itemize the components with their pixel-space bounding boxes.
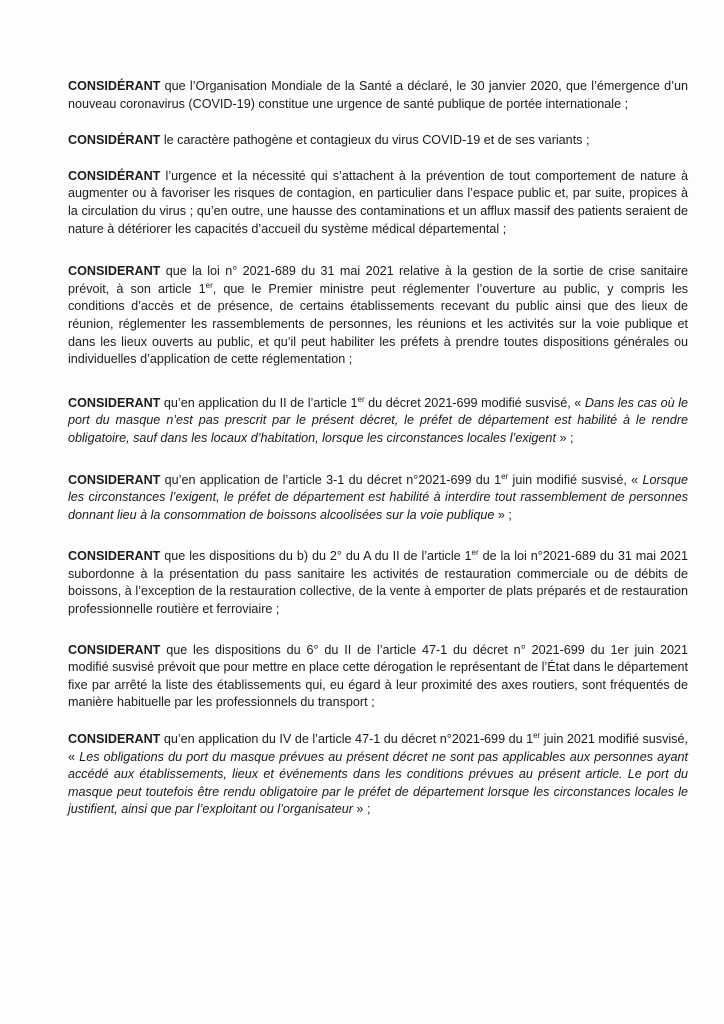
keyword: CONSIDERANT	[68, 395, 161, 410]
keyword: CONSIDERANT	[68, 642, 161, 657]
paragraph-text: que la loi n° 2021-689 du 31 mai 2021 relative à la gestion de la sortie de crise sanitaire prévoit, à son article 1	[68, 264, 688, 296]
paragraph-derogation-routiers	[68, 642, 688, 712]
paragraph-text: qu’en application du II de l’article 1	[160, 395, 358, 410]
keyword: CONSIDERANT	[68, 549, 161, 564]
paragraph-decret-alcool	[68, 472, 688, 525]
paragraph-text: , que le Premier ministre peut réglementer l’ouverture au public, y compris les conditions d’accès et de présence, de certains établissements recevant du public ainsi que des lieux de réunion, réglementer les rassemblements de personnes, les réunions et les activités sur la voie publique et dans les lieux ouverts au public, et qu’il peut habiliter les préfets à prendre toutes dispositions générales ou individuelles d’application de cette réglementation ;	[68, 281, 688, 367]
superscript: er	[501, 471, 509, 481]
paragraph-text: que l’Organisation Mondiale de la Santé a déclaré, le 30 janvier 2020, que l’émergence d’un nouveau coronavirus (COVID-19) constitue une urgence de santé publique de portée internationale ;	[68, 79, 688, 111]
paragraph-text: qu’en application de l’article 3-1 du décret n°2021-699 du 1	[160, 472, 502, 487]
paragraph-text: » ;	[352, 802, 371, 817]
keyword: CONSIDERANT	[68, 264, 161, 279]
paragraph-text: du décret 2021-699 modifié susvisé, «	[364, 395, 585, 410]
superscript: er	[471, 548, 479, 558]
paragraph-text: » ;	[555, 430, 574, 445]
paragraph-text: l’urgence et la nécessité qui s’attachent à la prévention de tout comportement de nature à augmenter ou à favoriser les risques de contagion, en particulier dans l’espace public et, par suite, propices à la circulation du virus ; qu’en outre, une hausse des contaminations et un afflux massif des patients seraient de nature à détériorer les capacités d’accueil du système médical départemental ;	[68, 168, 688, 236]
paragraph-pathogenic-character	[68, 132, 688, 150]
paragraph-decret-masque	[68, 395, 688, 448]
paragraph-pass-sanitaire	[68, 548, 688, 618]
paragraph-text: juin 2021 modifié susvisé, «	[68, 732, 688, 764]
keyword: CONSIDÉRANT	[68, 168, 161, 183]
paragraph-text: » ;	[494, 507, 512, 522]
keyword: CONSIDERANT	[68, 472, 161, 487]
superscript: er	[533, 730, 541, 740]
superscript: er	[357, 394, 365, 404]
paragraph-urgency-prevention	[68, 168, 688, 238]
paragraph-oms-declaration	[68, 78, 688, 113]
quoted-text: Dans les cas où le port du masque n’est pas prescrit par le présent décret, le préfet de département est habilité à le rendre obligatoire, sauf dans les locaux d’habitation, lorsque les circonstances locales l’exigent	[68, 395, 688, 445]
paragraph-obligations-masque	[68, 731, 688, 819]
paragraph-loi-2021-689	[68, 263, 688, 369]
paragraph-text: juin modifié susvisé, «	[508, 472, 643, 487]
paragraph-text: qu’en application du IV de l’article 47-1 du décret n°2021-699 du 1	[160, 732, 534, 747]
quoted-text: Les obligations du port du masque prévues au présent décret ne sont pas applicables aux personnes ayant accédé aux établissements, lieux et événements dans les conditions prévues au présent article. Le port du masque peut toutefois être rendu obligatoire par le préfet de département lorsque les circonstances locales le justifient, ainsi que par l’exploitant ou l’organisateur	[68, 749, 688, 817]
quoted-text: Lorsque les circonstances l’exigent, le préfet de département est habilité à interdire tout rassemblement de personnes donnant lieu à la consommation de boissons alcoolisées sur la voie publique	[68, 472, 688, 522]
keyword: CONSIDÉRANT	[68, 79, 161, 93]
keyword: CONSIDERANT	[68, 732, 161, 747]
superscript: er	[205, 280, 213, 290]
paragraph-text: le caractère pathogène et contagieux du virus COVID-19 et de ses variants ;	[160, 133, 590, 148]
keyword: CONSIDÉRANT	[68, 133, 161, 148]
paragraph-text: que les dispositions du b) du 2° du A du II de l’article 1	[160, 549, 472, 564]
paragraph-text: de la loi n°2021-689 du 31 mai 2021 subordonne à la présentation du pass sanitaire les activités de restauration commerciale ou de débits de boissons, à l’exception de la restauration collective, de la vente à emporter de plats préparés et de restauration professionnelle routière et ferroviaire ;	[68, 549, 688, 617]
paragraph-text: que les dispositions du 6° du II de l’article 47-1 du décret n° 2021-699 du 1er juin 2021 modifié susvisé prévoit que pour mettre en place cette dérogation le représentant de l’État dans le département fixe par arrêté la liste des établissements qui, eu égard à leur proximité des axes routiers, sont fréquentés de manière habituelle par les professionnels du transport ;	[68, 642, 688, 710]
